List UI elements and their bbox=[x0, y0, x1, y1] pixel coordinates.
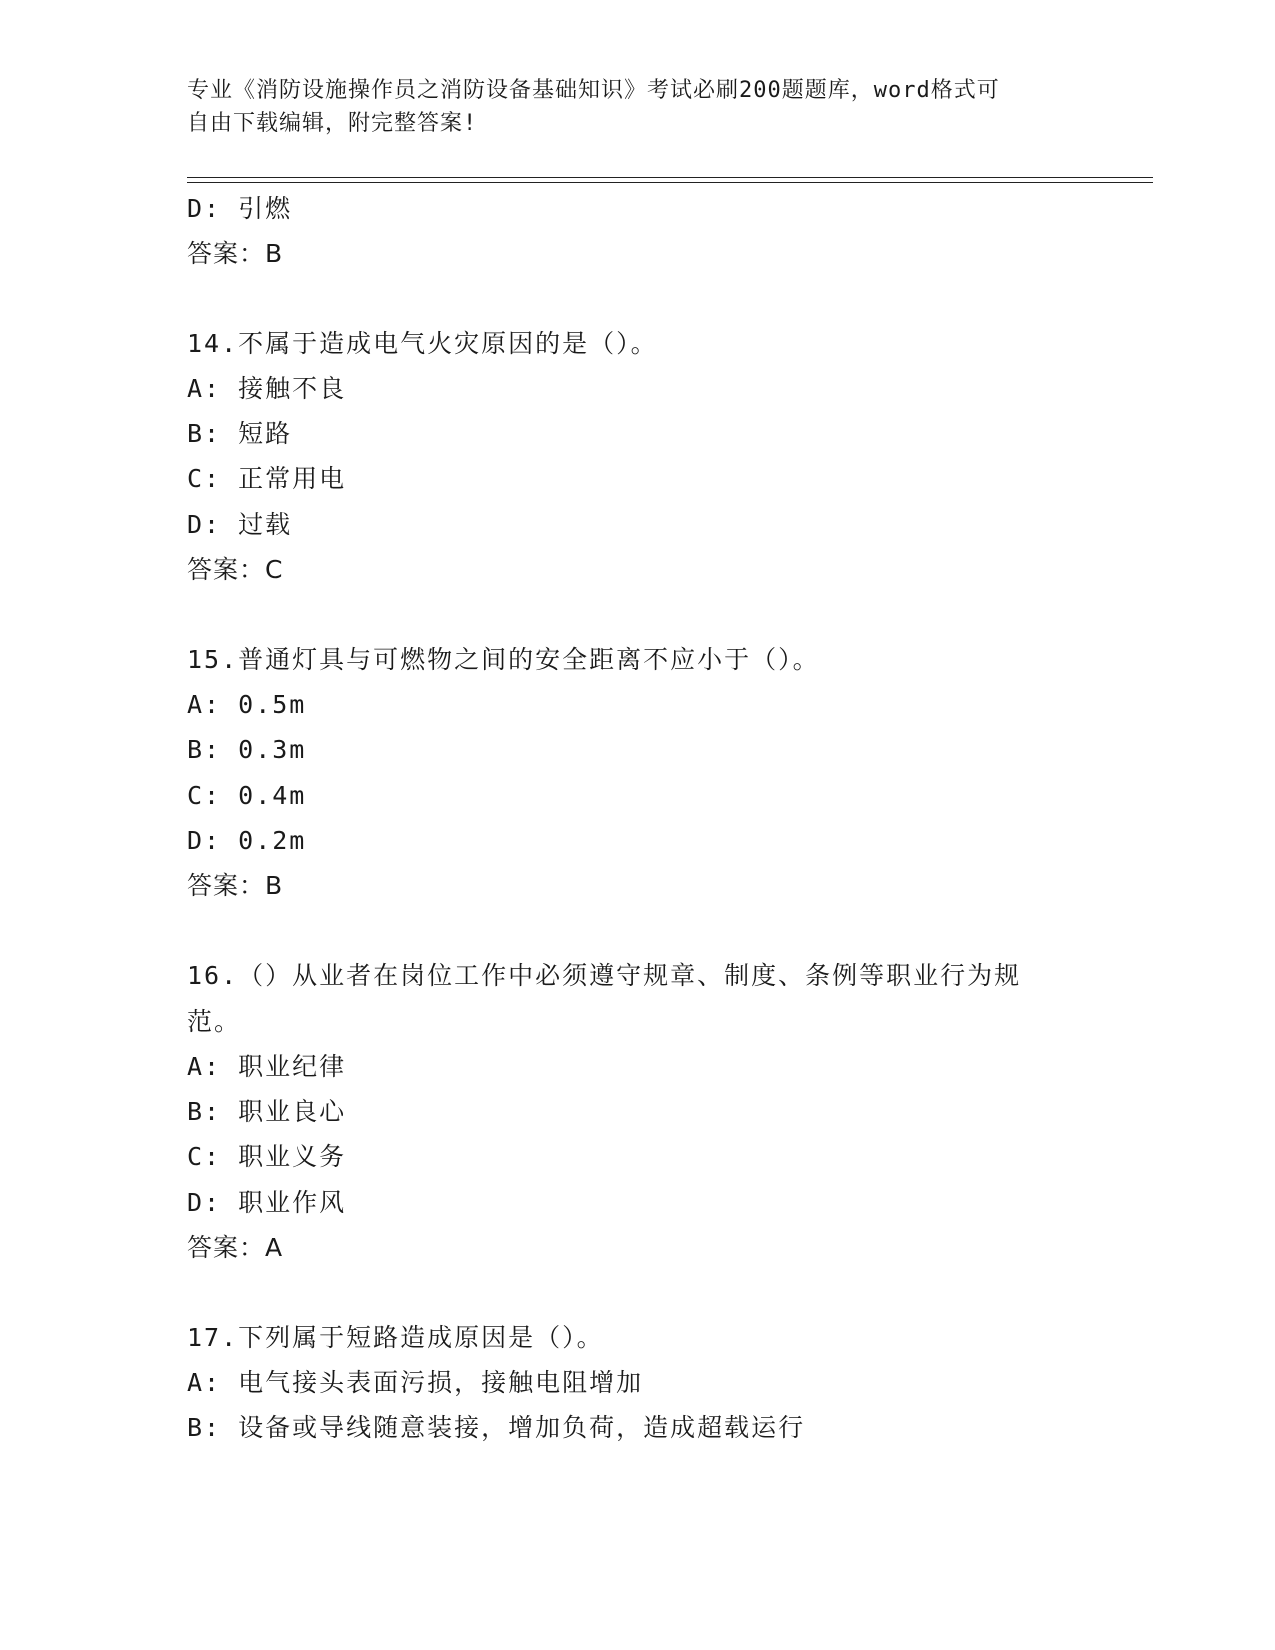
document-header bbox=[187, 74, 1067, 140]
q15-option-d: D: 0.2m bbox=[187, 826, 307, 855]
q16-answer: 答案：A bbox=[187, 1233, 284, 1262]
q16-option-d: D: 职业作风 bbox=[187, 1188, 347, 1217]
q15-option-b: B: 0.3m bbox=[187, 735, 307, 764]
header-line-2: 自由下载编辑，附完整答案! bbox=[187, 111, 478, 136]
prev-option-d: D: 引燃 bbox=[187, 194, 293, 223]
header-divider-bottom bbox=[187, 182, 1153, 183]
q14-option-a: A: 接触不良 bbox=[187, 374, 347, 403]
q14-option-b: B: 短路 bbox=[187, 419, 293, 448]
q14-option-d: D: 过载 bbox=[187, 510, 293, 539]
q15-answer: 答案：B bbox=[187, 871, 284, 900]
header-divider-top bbox=[187, 177, 1153, 178]
q16-option-c: C: 职业义务 bbox=[187, 1142, 347, 1171]
q15-stem: 15.普通灯具与可燃物之间的安全距离不应小于（）。 bbox=[187, 645, 820, 674]
q14-answer: 答案：C bbox=[187, 555, 284, 584]
q17-stem: 17.下列属于短路造成原因是（）。 bbox=[187, 1323, 604, 1352]
q17-option-b: B: 设备或导线随意装接，增加负荷，造成超载运行 bbox=[187, 1413, 806, 1442]
q14-option-c: C: 正常用电 bbox=[187, 464, 347, 493]
header-line-1: 专业《消防设施操作员之消防设备基础知识》考试必刷200题题库，word格式可 bbox=[187, 78, 1000, 103]
q16-stem-line-1: 16.（）从业者在岗位工作中必须遵守规章、制度、条例等职业行为规 bbox=[187, 961, 1022, 990]
q16-stem-line-2: 范。 bbox=[187, 1007, 242, 1036]
q14-stem: 14.不属于造成电气火灾原因的是（）。 bbox=[187, 329, 658, 358]
q16-option-a: A: 职业纪律 bbox=[187, 1052, 347, 1081]
q17-option-a: A: 电气接头表面污损，接触电阻增加 bbox=[187, 1368, 644, 1397]
q16-option-b: B: 职业良心 bbox=[187, 1097, 347, 1126]
prev-answer: 答案：B bbox=[187, 239, 284, 268]
q15-option-c: C: 0.4m bbox=[187, 781, 307, 810]
q15-option-a: A: 0.5m bbox=[187, 690, 307, 719]
